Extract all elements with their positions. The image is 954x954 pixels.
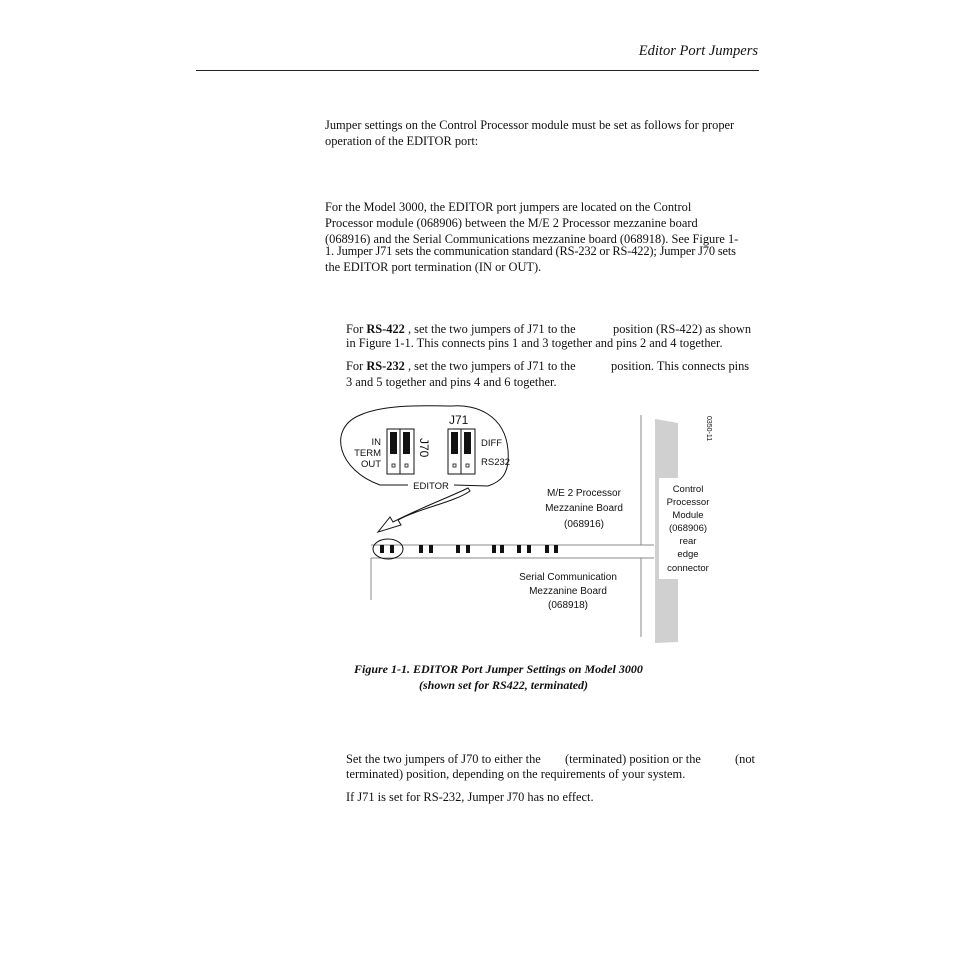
pin: [390, 545, 394, 553]
pin: [492, 545, 496, 553]
diff-label: DIFF: [481, 438, 503, 449]
location-line: Processor module (068906) between the M/E 2 Processor mezzanine board: [325, 216, 698, 230]
j71-jumper: [451, 432, 458, 454]
figure-caption-line2: (shown set for RS422, terminated): [419, 678, 589, 692]
termination-a: Set the two jumpers of J70 to either the: [346, 752, 541, 766]
pin-header-row: [380, 545, 558, 553]
location-line: the EDITOR port termination (IN or OUT).: [325, 260, 542, 274]
pin: [456, 545, 460, 553]
j71-jumper: [464, 432, 471, 454]
cpm-label: rear: [679, 536, 697, 547]
serial-board-label: Mezzanine Board: [529, 586, 607, 597]
rs232-label: RS232: [481, 457, 511, 468]
callout-arrow: [378, 488, 470, 532]
rs422-line2: in Figure 1-1. This connects pins 1 and 3 together and pins 2 and 4 together.: [346, 336, 723, 350]
rs232-post: position. This connects pins: [611, 359, 750, 373]
pin: [500, 545, 504, 553]
termination-b: (terminated) position or the: [565, 752, 701, 766]
pin: [545, 545, 549, 553]
rs232-line2: 3 and 5 together and pins 4 and 6 together.: [346, 375, 557, 389]
pin: [554, 545, 558, 553]
rs232-bold: RS-232: [366, 359, 405, 373]
in-label: IN: [371, 437, 381, 448]
location-line: (068916) and the Serial Communications mezzanine board (068918). See Figure 1-: [325, 232, 739, 246]
note-paragraph: If J71 is set for RS-232, Jumper J70 has no effect.: [346, 790, 594, 804]
j70-jumper: [390, 432, 397, 454]
page-header-title: Editor Port Jumpers: [638, 43, 758, 59]
termination-line2: terminated) position, depending on the requirements of your system.: [346, 767, 686, 781]
cpm-label: Processor: [666, 497, 710, 508]
pin: [380, 545, 384, 553]
location-line: 1. Jumper J71 sets the communication standard (RS-232 or RS-422); Jumper J70 sets: [325, 244, 736, 258]
out-label: OUT: [360, 459, 381, 470]
serial-board-label: Serial Communication: [519, 572, 617, 583]
pin: [517, 545, 521, 553]
pin: [419, 545, 423, 553]
rs422-post: position (RS-422) as shown: [613, 322, 752, 336]
cpm-label: connector: [667, 563, 709, 574]
editor-label-line: [454, 485, 488, 486]
j71-label: J71: [449, 413, 469, 427]
me2-board-label: Mezzanine Board: [545, 503, 623, 514]
rs232-mid: , set the two jumpers of J71 to the: [404, 359, 576, 373]
j70-jumper: [403, 432, 410, 454]
figure-caption-line1: Figure 1-1. EDITOR Port Jumper Settings on Model 3000: [354, 662, 643, 676]
cpm-label: Module: [672, 510, 704, 521]
editor-jumper-highlight: [373, 539, 403, 559]
figure-code: 0350-11: [705, 416, 712, 442]
cpm-label: Control: [672, 484, 704, 495]
rs422-pre: For: [346, 322, 367, 336]
intro-paragraph: Jumper settings on the Control Processor module must be set as follows for proper operation of the EDITOR port:: [325, 118, 735, 149]
cpm-label: (068906): [668, 523, 708, 534]
serial-board-label: (068918): [547, 600, 589, 611]
location-line: For the Model 3000, the EDITOR port jumpers are located on the Control: [325, 200, 692, 214]
me2-board-label: M/E 2 Processor: [547, 488, 621, 499]
j70-label: J70: [417, 438, 431, 458]
rs422-bold: RS-422: [366, 322, 405, 336]
term-label: TERM: [354, 448, 381, 459]
rs422-mid: , set the two jumpers of J71 to the: [404, 322, 576, 336]
rs232-pre: For: [346, 359, 367, 373]
termination-c: (not: [735, 752, 755, 766]
editor-label: EDITOR: [413, 481, 449, 492]
me2-board-label: (068916): [563, 519, 605, 530]
pin: [527, 545, 531, 553]
cpm-label: edge: [677, 549, 699, 560]
pin: [466, 545, 470, 553]
pin: [429, 545, 433, 553]
